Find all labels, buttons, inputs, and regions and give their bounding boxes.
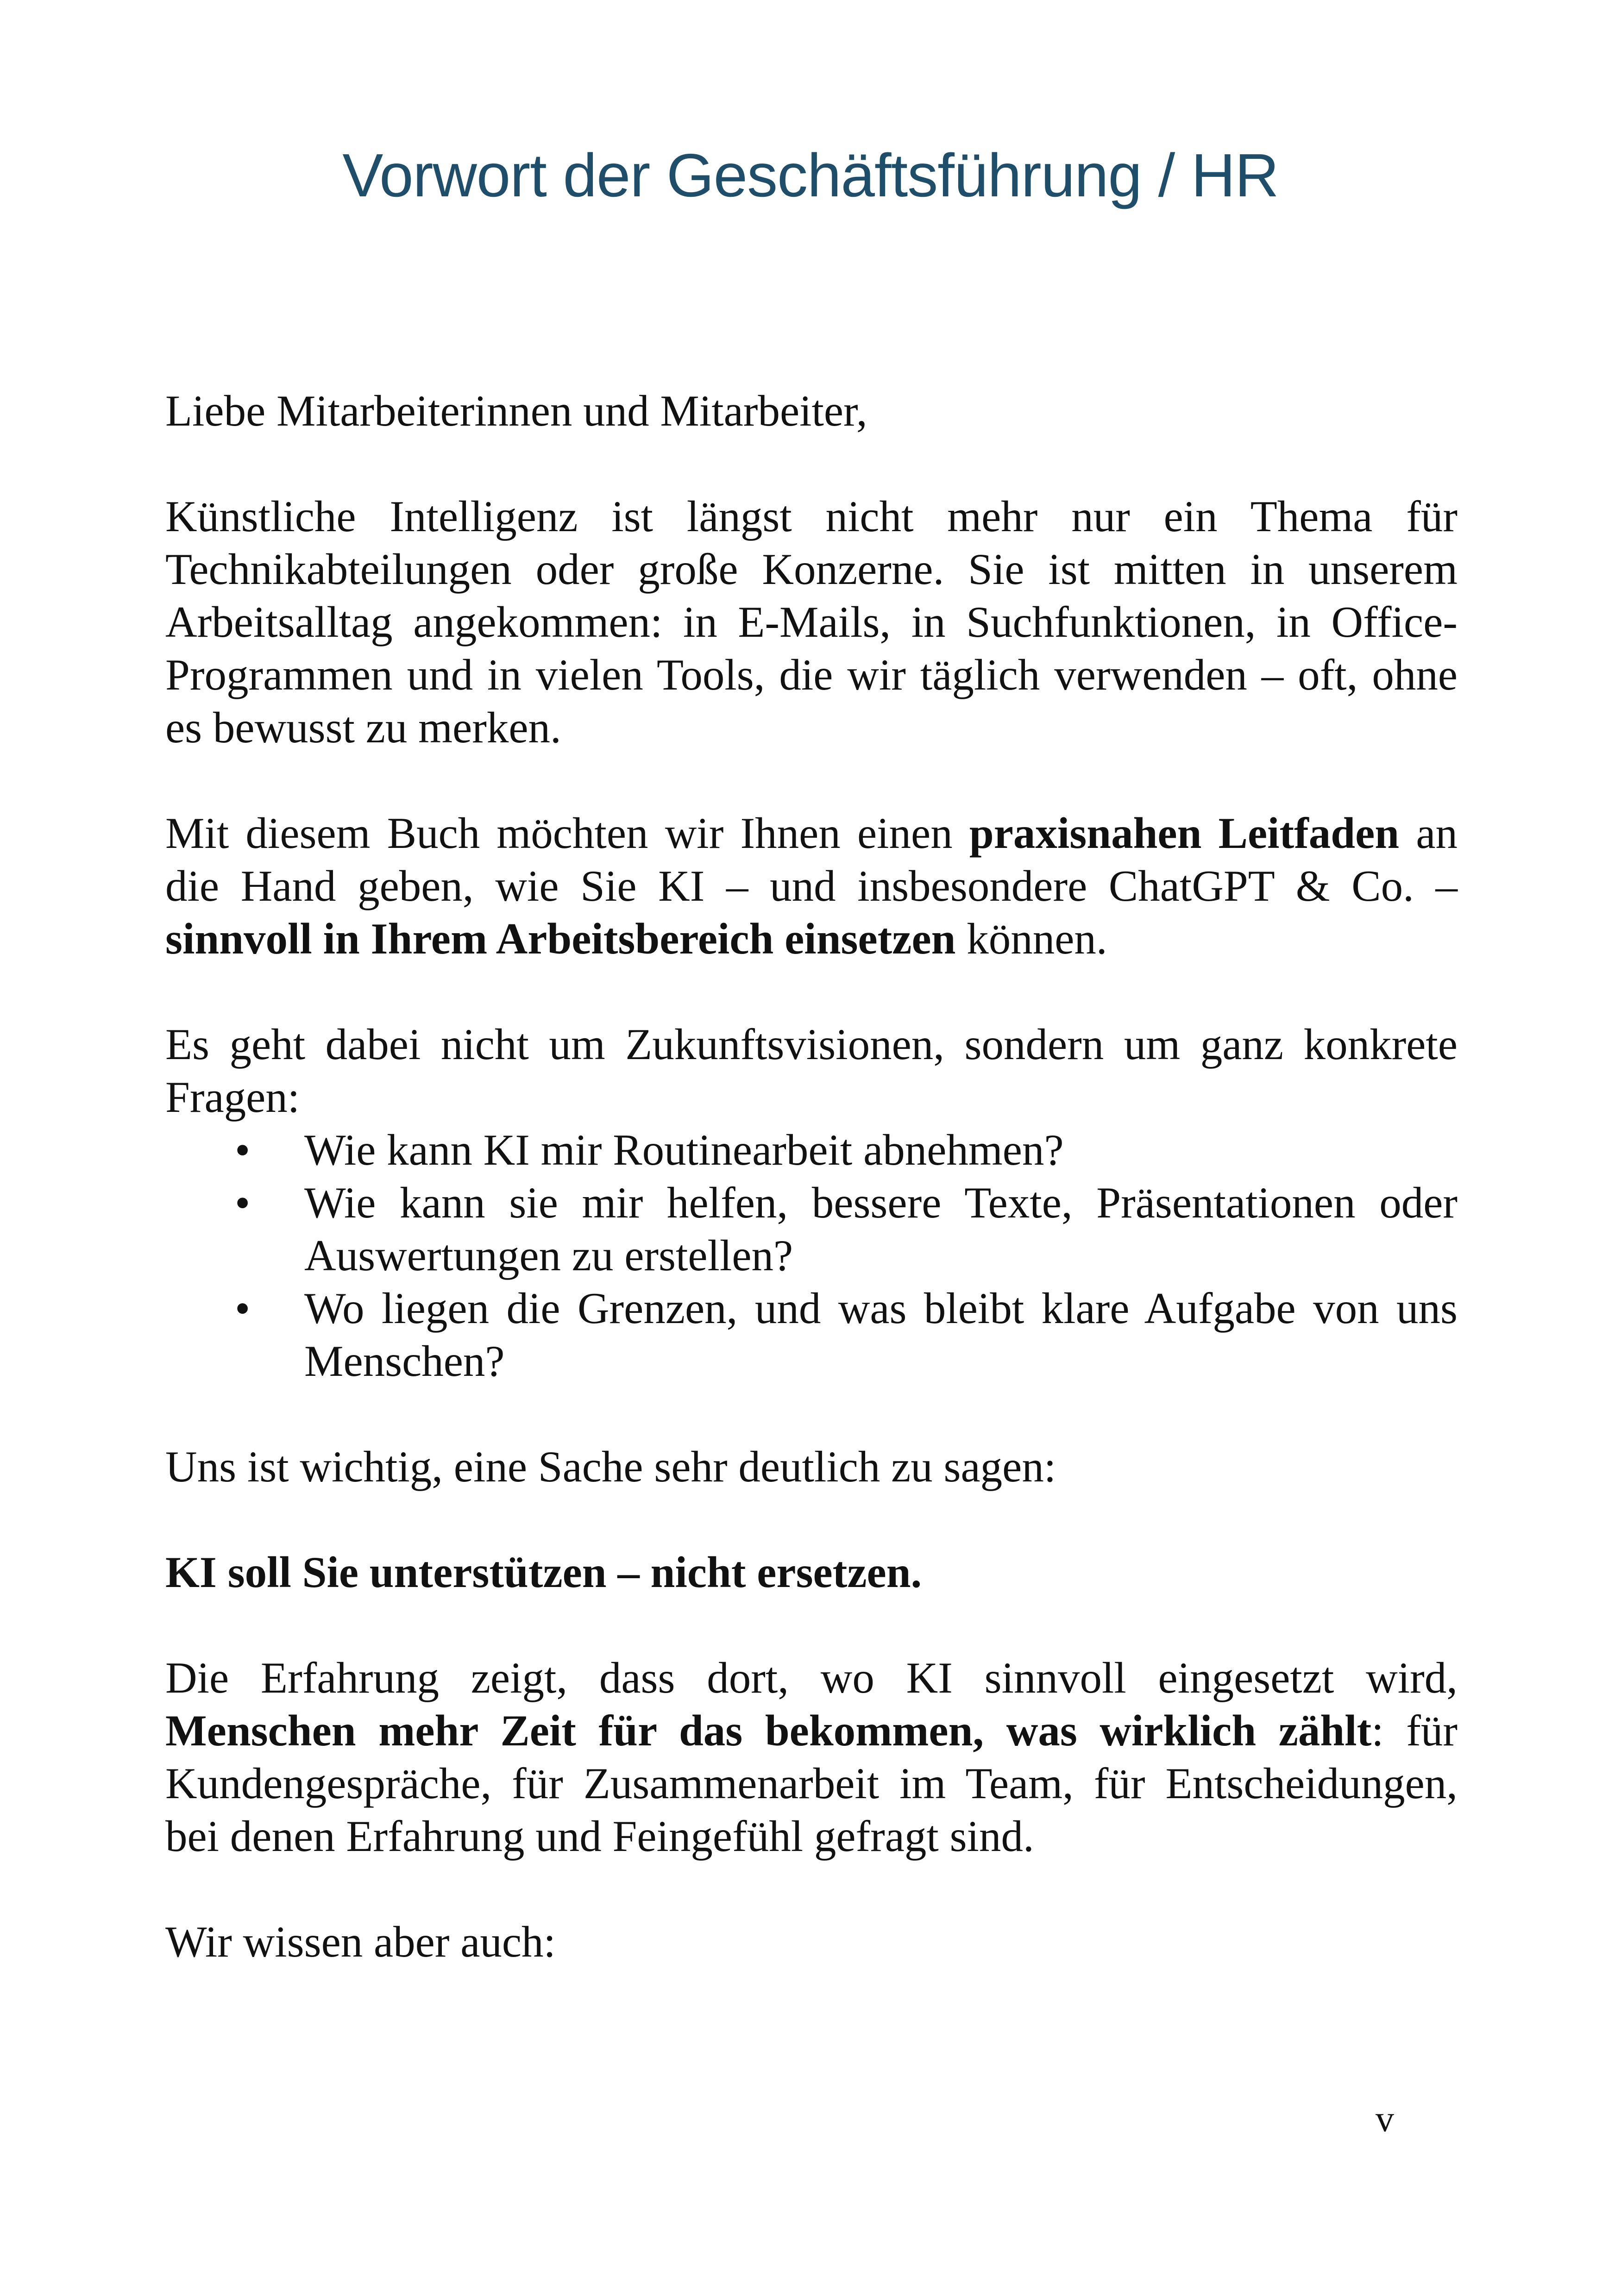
page-title: Vorwort der Geschäftsführung / HR [342,141,1279,209]
list-item-text: Wie kann KI mir Routinearbeit abnehmen? [304,1125,1064,1174]
list-item [165,1282,1458,1387]
list-item [165,1123,1458,1176]
paragraph-guide-emphasis: praxisnahen Leitfaden [969,809,1400,858]
bullet-icon: • [235,1284,251,1333]
paragraph-experience-text: Die Erfahrung zeigt, dass dort, wo KI sinnvoll eingesetzt wird, [165,1653,1458,1702]
list-item-text: Wie kann sie mir helfen, bessere Texte, Präsentationen oder Auswertungen zu erstellen? [304,1178,1458,1280]
paragraph-guide-text: an die Hand geben, wie Sie KI – und insbesondere ChatGPT & Co. – [165,809,1458,910]
paragraph-closing: Wir wissen aber auch: [165,1917,556,1966]
bullet-icon: • [235,1125,251,1174]
paragraph-questions-intro: Es geht dabei nicht um Zukunftsvisionen, sondern um ganz konkrete Fragen: [165,1020,1458,1122]
list-item-text: Wo liegen die Grenzen, und was bleibt klare Aufgabe von uns Menschen? [304,1284,1458,1386]
paragraph-intro: Künstliche Intelligenz ist längst nicht mehr nur ein Thema für Technikabteilungen oder große Konzerne. Sie ist mitten in unserem Arbeitsalltag angekommen: in E-Mails, in Suchfunktionen, in Office-Programmen und in vielen Tools, die wir täglich verwenden – oft, ohne es bewusst zu merken. [165,492,1458,752]
paragraph-experience-text: : für Kundengespräche, für Zusammenarbeit im Team, für Entscheidungen, bei denen Erfahrung und Feingefühl gefragt sind. [165,1706,1458,1861]
paragraph-guide-text: können. [955,914,1107,963]
bullet-icon: • [235,1178,251,1227]
page-number: v [1376,2099,1394,2139]
salutation: Liebe Mitarbeiterinnen und Mitarbeiter, [165,386,867,435]
body-text [165,384,1458,2021]
paragraph-guide-emphasis: sinnvoll in Ihrem Arbeitsbereich einsetzen [165,914,956,963]
paragraph-experience-emphasis: Menschen mehr Zeit für das bekommen, was wirklich zählt [165,1706,1372,1755]
paragraph-important: Uns ist wichtig, eine Sache sehr deutlich zu sagen: [165,1442,1056,1491]
paragraph-experience [165,1651,1458,1863]
paragraph-guide [165,807,1458,965]
list-item [165,1176,1458,1282]
key-statement: KI soll Sie unterstützen – nicht ersetzen. [165,1548,922,1597]
paragraph-guide-text: Mit diesem Buch möchten wir Ihnen einen [165,809,969,858]
questions-list [165,1123,1458,1387]
